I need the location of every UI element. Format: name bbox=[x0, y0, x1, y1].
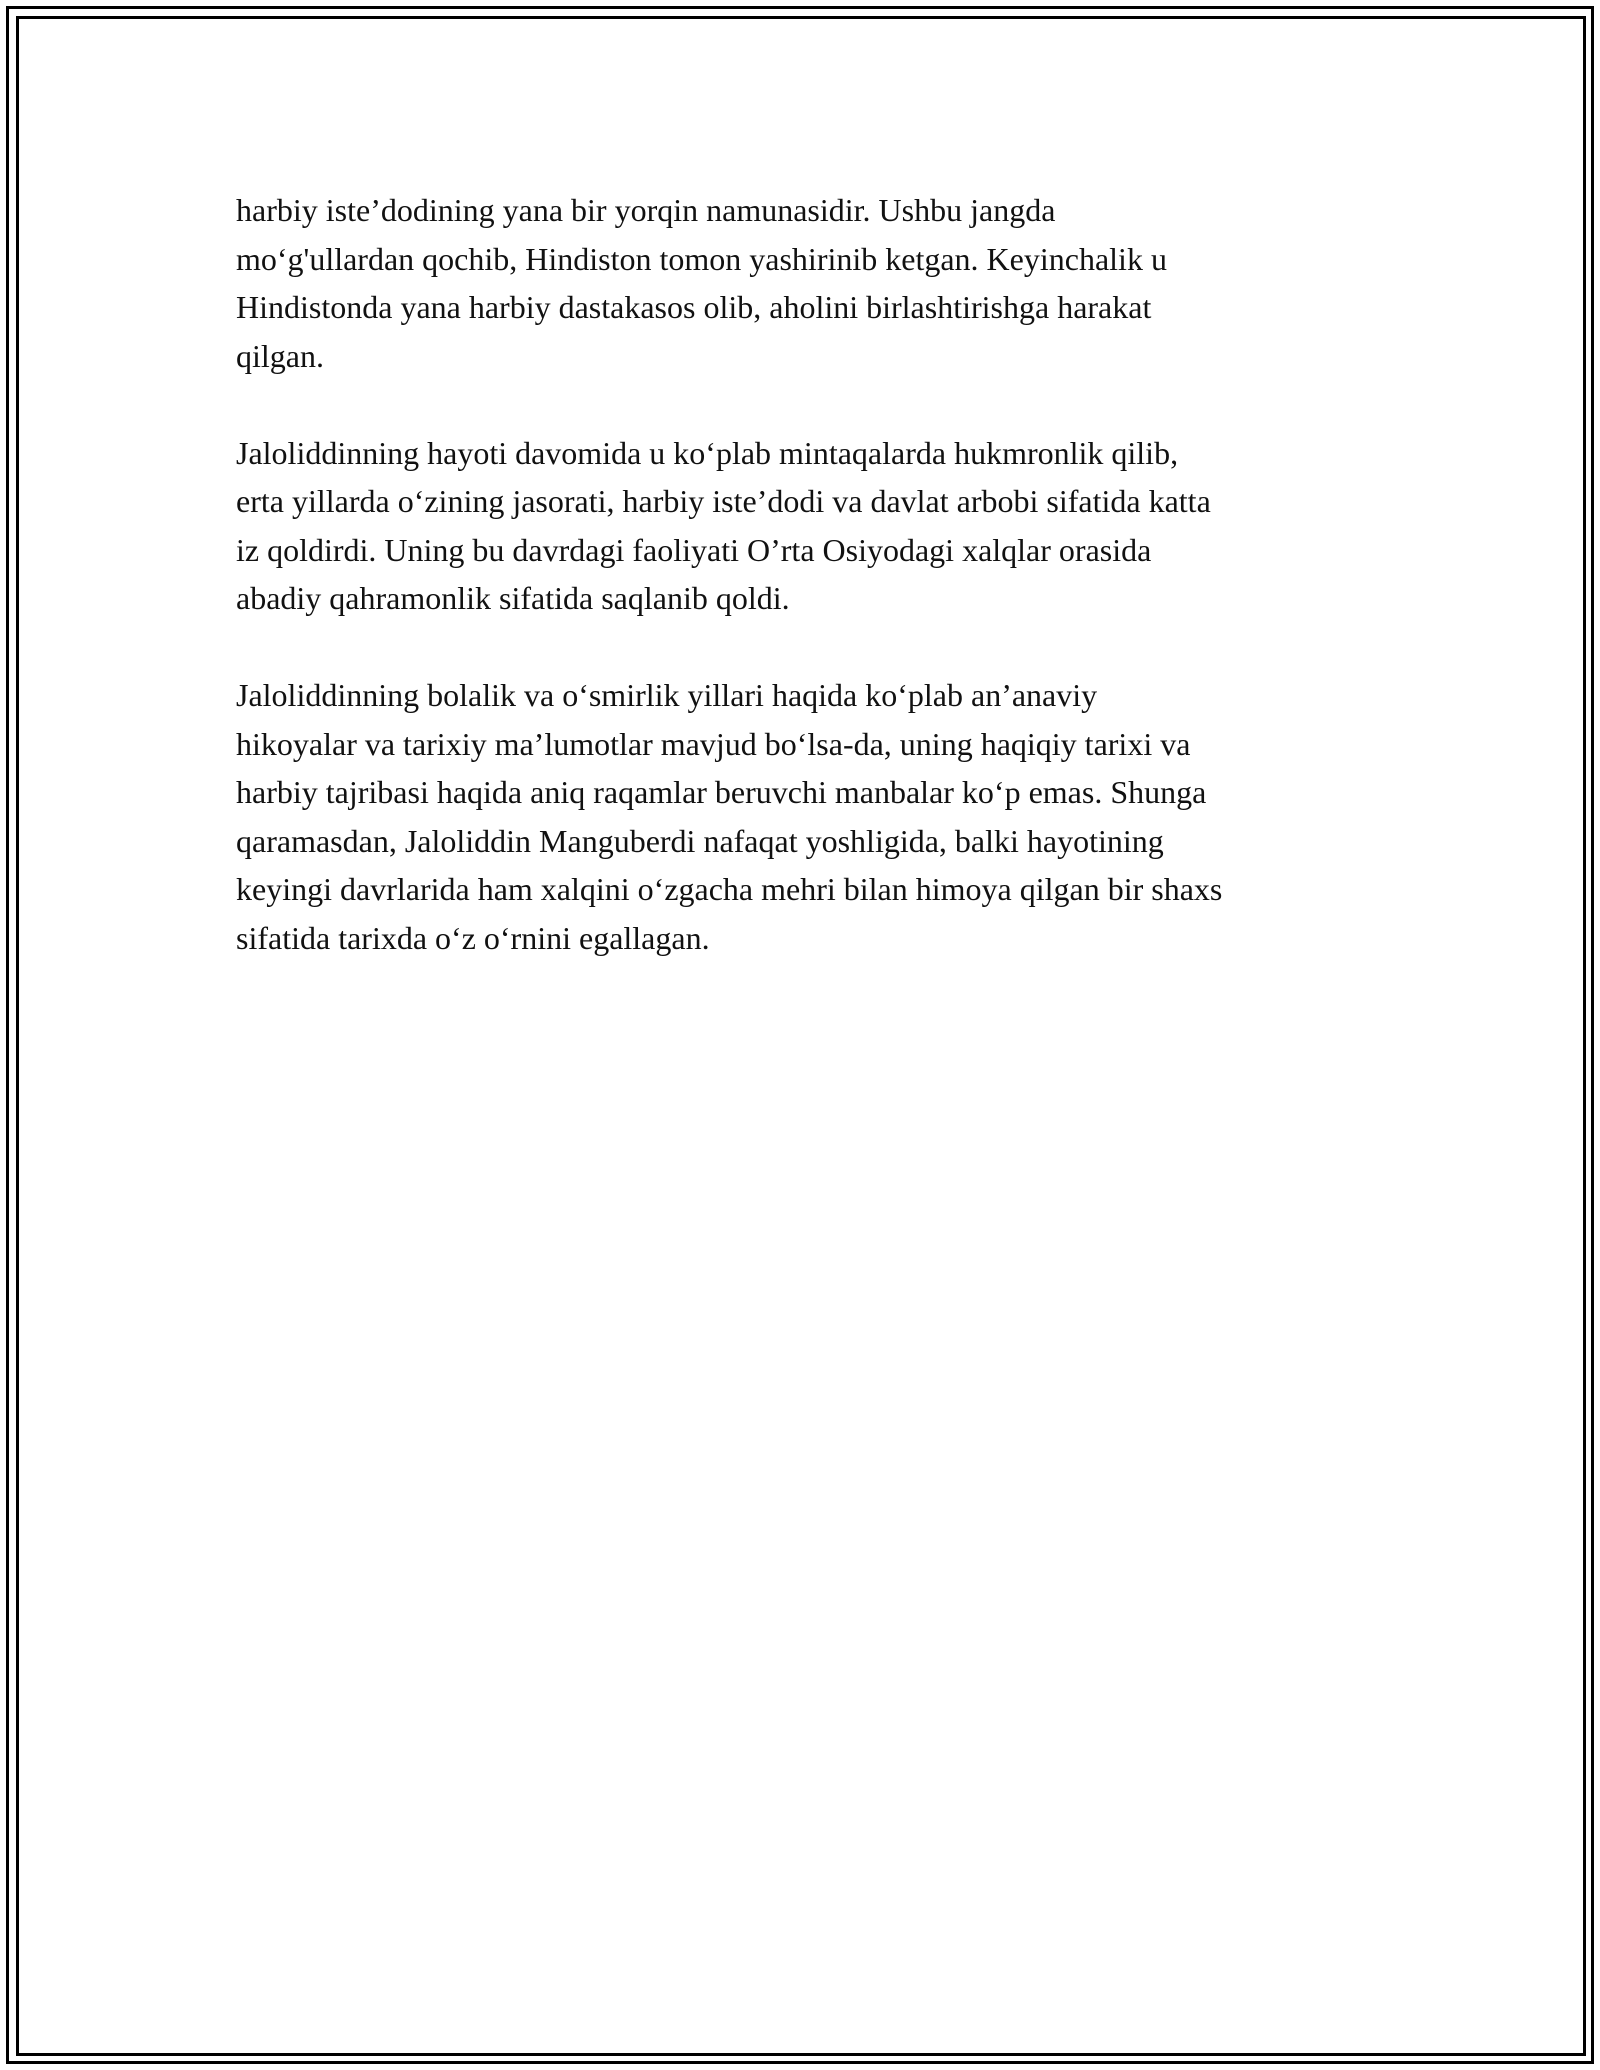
text-line: Jaloliddinning bolalik va o‘smirlik yillari haqida ko‘plab an’anaviy bbox=[236, 677, 1098, 713]
paragraph-3 bbox=[236, 671, 1386, 962]
text-line: Jaloliddinning hayoti davomida u ko‘plab mintaqalarda hukmronlik qilib, bbox=[236, 434, 1179, 471]
paragraph-2 bbox=[236, 429, 1386, 623]
text-line: mo‘g'ullardan qochib, Hindiston tomon yashirinib ketgan. Keyinchalik u bbox=[236, 240, 1167, 277]
text-line: erta yillarda o‘zining jasorati, harbiy iste’dodi va davlat arbobi sifatida katta bbox=[236, 483, 1211, 519]
text-line: Hindistonda yana harbiy dastakasos olib, aholini birlashtirishga harakat bbox=[236, 289, 1152, 325]
text-line: sifatida tarixda o‘z o‘rnini egallagan. bbox=[236, 919, 710, 956]
document-body bbox=[236, 186, 1386, 1011]
paragraph-1 bbox=[236, 186, 1386, 380]
text-line: keyingi davrlarida ham xalqini o‘zgacha mehri bilan himoya qilgan bir shaxs bbox=[236, 871, 1223, 907]
text-line: abadiy qahramonlik sifatida saqlanib qoldi. bbox=[236, 580, 790, 616]
text-line: qilgan. bbox=[236, 337, 324, 374]
text-line: qaramasdan, Jaloliddin Manguberdi nafaqat yoshligida, balki hayotining bbox=[236, 822, 1164, 859]
text-line: iz qoldirdi. Uning bu davrdagi faoliyati O’rta Osiyodagi xalqlar orasida bbox=[236, 531, 1152, 568]
text-line: hikoyalar va tarixiy ma’lumotlar mavjud bo‘lsa-da, uning haqiqiy tarixi va bbox=[236, 725, 1191, 762]
text-line: harbiy iste’dodining yana bir yorqin namunasidir. Ushbu jangda bbox=[236, 192, 1056, 228]
text-line: harbiy tajribasi haqida aniq raqamlar beruvchi manbalar ko‘p emas. Shunga bbox=[236, 774, 1207, 810]
